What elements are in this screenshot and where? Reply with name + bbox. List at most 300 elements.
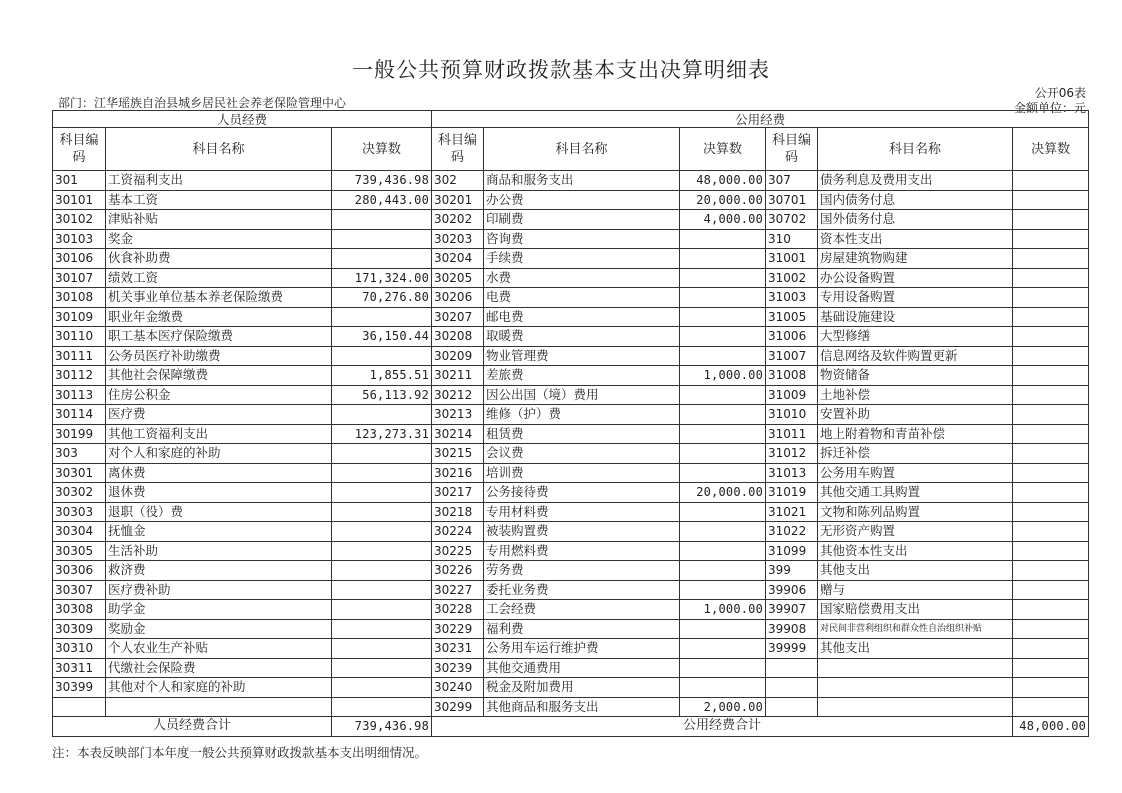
name-cell: 个人农业生产补贴 xyxy=(106,639,332,659)
amount-cell xyxy=(680,522,766,542)
name-cell: 电费 xyxy=(484,288,680,308)
amount-cell xyxy=(680,463,766,483)
name-cell: 其他交通费用 xyxy=(484,658,680,678)
expenditure-table xyxy=(52,110,1089,737)
code-cell: 30109 xyxy=(53,307,106,327)
name-cell: 国外债务付息 xyxy=(818,210,1013,230)
amount-cell xyxy=(1013,678,1089,698)
name-cell: 抚恤金 xyxy=(106,522,332,542)
table-row xyxy=(53,268,1089,288)
code-cell: 30202 xyxy=(432,210,484,230)
name-cell xyxy=(818,658,1013,678)
amount-cell xyxy=(680,658,766,678)
code-cell: 30310 xyxy=(53,639,106,659)
table-row xyxy=(53,346,1089,366)
code-cell: 31021 xyxy=(766,502,818,522)
code-cell: 39906 xyxy=(766,580,818,600)
name-cell: 其他支出 xyxy=(818,561,1013,581)
name-cell: 救济费 xyxy=(106,561,332,581)
code-cell: 30229 xyxy=(432,619,484,639)
table-row xyxy=(53,502,1089,522)
amount-cell xyxy=(680,580,766,600)
code-cell xyxy=(766,678,818,698)
amount-cell xyxy=(1013,268,1089,288)
name-cell: 代缴社会保险费 xyxy=(106,658,332,678)
code-cell: 30228 xyxy=(432,600,484,620)
amount-header: 决算数 xyxy=(1013,128,1089,171)
name-cell: 机关事业单位基本养老保险缴费 xyxy=(106,288,332,308)
table-row xyxy=(53,483,1089,503)
name-cell: 对民间非营利组织和群众性自治组织补贴 xyxy=(818,619,1013,639)
code-cell: 30211 xyxy=(432,366,484,386)
name-cell: 差旅费 xyxy=(484,366,680,386)
name-cell: 其他资本性支出 xyxy=(818,541,1013,561)
table-row xyxy=(53,541,1089,561)
code-cell: 30399 xyxy=(53,678,106,698)
amount-cell xyxy=(332,502,432,522)
table-row xyxy=(53,288,1089,308)
amount-cell xyxy=(1013,424,1089,444)
name-cell: 绩效工资 xyxy=(106,268,332,288)
amount-cell xyxy=(1013,600,1089,620)
code-cell: 30299 xyxy=(432,697,484,717)
code-cell: 30102 xyxy=(53,210,106,230)
name-cell: 商品和服务支出 xyxy=(484,171,680,191)
amount-cell xyxy=(680,327,766,347)
amount-cell xyxy=(1013,405,1089,425)
table-row xyxy=(53,210,1089,230)
name-cell: 其他交通工具购置 xyxy=(818,483,1013,503)
code-cell: 39999 xyxy=(766,639,818,659)
code-cell: 30216 xyxy=(432,463,484,483)
amount-cell xyxy=(332,307,432,327)
amount-cell xyxy=(332,229,432,249)
name-cell: 其他社会保障缴费 xyxy=(106,366,332,386)
name-cell: 公务员医疗补助缴费 xyxy=(106,346,332,366)
name-cell: 津贴补贴 xyxy=(106,210,332,230)
name-cell: 咨询费 xyxy=(484,229,680,249)
code-cell: 30106 xyxy=(53,249,106,269)
code-cell: 30224 xyxy=(432,522,484,542)
amount-cell: 171,324.00 xyxy=(332,268,432,288)
code-cell: 30239 xyxy=(432,658,484,678)
amount-cell xyxy=(1013,541,1089,561)
name-cell: 办公费 xyxy=(484,190,680,210)
code-cell: 31011 xyxy=(766,424,818,444)
name-cell: 拆迁补偿 xyxy=(818,444,1013,464)
table-row xyxy=(53,249,1089,269)
code-cell: 301 xyxy=(53,171,106,191)
amount-cell: 123,273.31 xyxy=(332,424,432,444)
amount-cell xyxy=(1013,171,1089,191)
amount-unit: 金额单位：元 xyxy=(1013,101,1086,115)
name-cell: 无形资产购置 xyxy=(818,522,1013,542)
amount-cell xyxy=(332,346,432,366)
table-row xyxy=(53,600,1089,620)
code-cell: 30112 xyxy=(53,366,106,386)
code-cell: 31005 xyxy=(766,307,818,327)
code-cell: 30212 xyxy=(432,385,484,405)
amount-cell xyxy=(680,444,766,464)
amount-cell xyxy=(1013,249,1089,269)
amount-cell xyxy=(1013,658,1089,678)
name-cell: 赠与 xyxy=(818,580,1013,600)
code-cell: 30304 xyxy=(53,522,106,542)
name-cell: 退职（役）费 xyxy=(106,502,332,522)
code-cell: 30225 xyxy=(432,541,484,561)
code-cell: 30306 xyxy=(53,561,106,581)
table-row xyxy=(53,405,1089,425)
table-row xyxy=(53,658,1089,678)
table-row xyxy=(53,639,1089,659)
name-cell: 培训费 xyxy=(484,463,680,483)
amount-cell xyxy=(680,561,766,581)
amount-cell: 2,000.00 xyxy=(680,697,766,717)
code-cell: 30308 xyxy=(53,600,106,620)
amount-cell: 739,436.98 xyxy=(332,171,432,191)
code-cell: 303 xyxy=(53,444,106,464)
group-header-row xyxy=(53,111,1089,128)
code-cell: 30226 xyxy=(432,561,484,581)
amount-cell xyxy=(1013,522,1089,542)
name-cell: 福利费 xyxy=(484,619,680,639)
table-row xyxy=(53,580,1089,600)
code-cell: 31010 xyxy=(766,405,818,425)
code-cell: 31007 xyxy=(766,346,818,366)
amount-cell: 70,276.80 xyxy=(332,288,432,308)
personnel-group-header: 人员经费 xyxy=(53,111,432,128)
amount-cell xyxy=(1013,346,1089,366)
table-row xyxy=(53,697,1089,717)
amount-cell: 1,000.00 xyxy=(680,600,766,620)
name-cell: 地上附着物和青苗补偿 xyxy=(818,424,1013,444)
amount-cell: 1,855.51 xyxy=(332,366,432,386)
name-cell: 职业年金缴费 xyxy=(106,307,332,327)
name-cell: 国家赔偿费用支出 xyxy=(818,600,1013,620)
name-cell: 租赁费 xyxy=(484,424,680,444)
amount-cell xyxy=(332,561,432,581)
amount-cell: 48,000.00 xyxy=(680,171,766,191)
code-cell: 30217 xyxy=(432,483,484,503)
table-row xyxy=(53,561,1089,581)
amount-cell xyxy=(1013,288,1089,308)
code-cell: 30103 xyxy=(53,229,106,249)
code-cell: 31001 xyxy=(766,249,818,269)
name-cell: 资本性支出 xyxy=(818,229,1013,249)
table-row xyxy=(53,307,1089,327)
code-cell: 30701 xyxy=(766,190,818,210)
code-cell: 302 xyxy=(432,171,484,191)
name-cell: 医疗费 xyxy=(106,405,332,425)
amount-cell xyxy=(680,678,766,698)
code-cell: 31002 xyxy=(766,268,818,288)
name-cell: 生活补助 xyxy=(106,541,332,561)
amount-cell xyxy=(1013,385,1089,405)
code-cell: 30113 xyxy=(53,385,106,405)
code-header: 科目编码 xyxy=(766,128,818,171)
amount-cell xyxy=(680,405,766,425)
name-cell: 奖励金 xyxy=(106,619,332,639)
amount-cell: 36,150.44 xyxy=(332,327,432,347)
name-cell: 物资储备 xyxy=(818,366,1013,386)
amount-cell xyxy=(1013,463,1089,483)
name-cell xyxy=(818,678,1013,698)
code-cell: 31008 xyxy=(766,366,818,386)
amount-cell: 4,000.00 xyxy=(680,210,766,230)
name-cell: 专用材料费 xyxy=(484,502,680,522)
code-cell: 30215 xyxy=(432,444,484,464)
name-cell: 基础设施建设 xyxy=(818,307,1013,327)
amount-cell xyxy=(680,385,766,405)
table-row xyxy=(53,366,1089,386)
amount-cell xyxy=(680,288,766,308)
table-row xyxy=(53,327,1089,347)
name-cell: 手续费 xyxy=(484,249,680,269)
amount-cell xyxy=(332,580,432,600)
code-cell: 30201 xyxy=(432,190,484,210)
name-cell: 信息网络及软件购置更新 xyxy=(818,346,1013,366)
table-row xyxy=(53,522,1089,542)
public-total-label: 公用经费合计 xyxy=(432,717,1013,737)
code-header: 科目编码 xyxy=(53,128,106,171)
amount-cell xyxy=(332,522,432,542)
name-cell: 文物和陈列品购置 xyxy=(818,502,1013,522)
code-cell: 39908 xyxy=(766,619,818,639)
amount-header: 决算数 xyxy=(332,128,432,171)
column-header-row xyxy=(53,128,1089,171)
table-row xyxy=(53,385,1089,405)
code-cell xyxy=(53,697,106,717)
name-cell: 因公出国（境）费用 xyxy=(484,385,680,405)
amount-cell xyxy=(332,541,432,561)
amount-cell xyxy=(680,249,766,269)
name-cell: 邮电费 xyxy=(484,307,680,327)
code-cell: 30205 xyxy=(432,268,484,288)
name-cell: 维修（护）费 xyxy=(484,405,680,425)
amount-cell xyxy=(680,639,766,659)
code-cell: 39907 xyxy=(766,600,818,620)
name-cell: 委托业务费 xyxy=(484,580,680,600)
totals-row xyxy=(53,717,1089,737)
amount-cell xyxy=(332,483,432,503)
name-cell: 其他对个人和家庭的补助 xyxy=(106,678,332,698)
department-label: 部门：江华瑶族自治县城乡居民社会养老保险管理中心 xyxy=(58,96,347,110)
amount-cell xyxy=(332,658,432,678)
code-cell: 30114 xyxy=(53,405,106,425)
name-cell: 办公设备购置 xyxy=(818,268,1013,288)
amount-cell xyxy=(1013,366,1089,386)
name-cell: 助学金 xyxy=(106,600,332,620)
name-cell: 其他支出 xyxy=(818,639,1013,659)
amount-cell xyxy=(680,307,766,327)
code-cell: 30203 xyxy=(432,229,484,249)
form-number: 公开06表 xyxy=(1034,86,1086,100)
name-cell: 工会经费 xyxy=(484,600,680,620)
name-cell: 公务用车运行维护费 xyxy=(484,639,680,659)
amount-cell xyxy=(680,619,766,639)
code-cell: 30199 xyxy=(53,424,106,444)
personnel-total-label: 人员经费合计 xyxy=(53,717,332,737)
amount-cell xyxy=(680,541,766,561)
code-cell: 30240 xyxy=(432,678,484,698)
personnel-total-value: 739,436.98 xyxy=(332,717,432,737)
code-cell: 30305 xyxy=(53,541,106,561)
amount-cell: 1,000.00 xyxy=(680,366,766,386)
code-cell: 31099 xyxy=(766,541,818,561)
name-cell: 取暖费 xyxy=(484,327,680,347)
code-cell: 30311 xyxy=(53,658,106,678)
amount-cell xyxy=(332,639,432,659)
code-cell: 30206 xyxy=(432,288,484,308)
code-cell: 31006 xyxy=(766,327,818,347)
name-cell: 大型修缮 xyxy=(818,327,1013,347)
name-cell: 专用燃料费 xyxy=(484,541,680,561)
amount-cell xyxy=(1013,229,1089,249)
amount-cell xyxy=(332,249,432,269)
amount-cell: 280,443.00 xyxy=(332,190,432,210)
code-cell: 30213 xyxy=(432,405,484,425)
amount-cell: 56,113.92 xyxy=(332,385,432,405)
name-cell: 房屋建筑物购建 xyxy=(818,249,1013,269)
name-cell: 债务利息及费用支出 xyxy=(818,171,1013,191)
code-cell: 30207 xyxy=(432,307,484,327)
amount-cell xyxy=(1013,307,1089,327)
name-cell: 国内债务付息 xyxy=(818,190,1013,210)
amount-cell xyxy=(1013,561,1089,581)
name-cell: 工资福利支出 xyxy=(106,171,332,191)
code-cell: 31009 xyxy=(766,385,818,405)
amount-cell xyxy=(1013,327,1089,347)
amount-header: 决算数 xyxy=(680,128,766,171)
amount-cell xyxy=(1013,483,1089,503)
amount-cell xyxy=(680,229,766,249)
amount-cell xyxy=(332,210,432,230)
footnote: 注：本表反映部门本年度一般公共预算财政拨款基本支出明细情况。 xyxy=(52,745,428,760)
name-cell: 水费 xyxy=(484,268,680,288)
amount-cell xyxy=(680,346,766,366)
amount-cell xyxy=(332,619,432,639)
name-cell: 其他商品和服务支出 xyxy=(484,697,680,717)
code-cell: 307 xyxy=(766,171,818,191)
name-cell: 专用设备购置 xyxy=(818,288,1013,308)
amount-cell xyxy=(680,268,766,288)
name-cell: 对个人和家庭的补助 xyxy=(106,444,332,464)
code-cell: 399 xyxy=(766,561,818,581)
amount-cell xyxy=(1013,502,1089,522)
amount-cell xyxy=(332,463,432,483)
table-row xyxy=(53,424,1089,444)
table-row xyxy=(53,619,1089,639)
name-header: 科目名称 xyxy=(484,128,680,171)
table-row xyxy=(53,463,1089,483)
name-cell: 公务用车购置 xyxy=(818,463,1013,483)
code-cell: 30208 xyxy=(432,327,484,347)
code-cell xyxy=(766,697,818,717)
code-cell: 31013 xyxy=(766,463,818,483)
amount-cell xyxy=(332,405,432,425)
code-cell: 31012 xyxy=(766,444,818,464)
amount-cell xyxy=(1013,639,1089,659)
code-cell xyxy=(766,658,818,678)
code-cell: 31003 xyxy=(766,288,818,308)
name-cell: 安置补助 xyxy=(818,405,1013,425)
name-cell: 基本工资 xyxy=(106,190,332,210)
code-cell: 30303 xyxy=(53,502,106,522)
code-cell: 30307 xyxy=(53,580,106,600)
name-cell: 公务接待费 xyxy=(484,483,680,503)
code-header: 科目编码 xyxy=(432,128,484,171)
name-cell: 退休费 xyxy=(106,483,332,503)
code-cell: 30302 xyxy=(53,483,106,503)
name-cell: 离休费 xyxy=(106,463,332,483)
code-cell: 30107 xyxy=(53,268,106,288)
code-cell: 30204 xyxy=(432,249,484,269)
table-row xyxy=(53,678,1089,698)
public-group-header: 公用经费 xyxy=(432,111,1089,128)
name-cell: 劳务费 xyxy=(484,561,680,581)
amount-cell xyxy=(1013,444,1089,464)
amount-cell xyxy=(332,678,432,698)
name-cell: 伙食补助费 xyxy=(106,249,332,269)
code-cell: 31019 xyxy=(766,483,818,503)
amount-cell xyxy=(1013,697,1089,717)
code-cell: 30301 xyxy=(53,463,106,483)
name-header: 科目名称 xyxy=(818,128,1013,171)
name-cell: 医疗费补助 xyxy=(106,580,332,600)
amount-cell xyxy=(1013,580,1089,600)
amount-cell xyxy=(680,502,766,522)
name-cell: 会议费 xyxy=(484,444,680,464)
code-cell: 30110 xyxy=(53,327,106,347)
amount-cell xyxy=(680,424,766,444)
table-row xyxy=(53,444,1089,464)
amount-cell xyxy=(1013,619,1089,639)
name-cell: 奖金 xyxy=(106,229,332,249)
table-row xyxy=(53,190,1089,210)
table-row xyxy=(53,229,1089,249)
name-cell: 被装购置费 xyxy=(484,522,680,542)
amount-cell xyxy=(1013,190,1089,210)
code-cell: 30231 xyxy=(432,639,484,659)
code-cell: 31022 xyxy=(766,522,818,542)
amount-cell: 20,000.00 xyxy=(680,190,766,210)
amount-cell xyxy=(1013,210,1089,230)
amount-cell xyxy=(332,600,432,620)
code-cell: 30209 xyxy=(432,346,484,366)
name-cell: 物业管理费 xyxy=(484,346,680,366)
page-title: 一般公共预算财政拨款基本支出决算明细表 xyxy=(352,58,770,82)
code-cell: 30101 xyxy=(53,190,106,210)
name-cell: 住房公积金 xyxy=(106,385,332,405)
code-cell: 30214 xyxy=(432,424,484,444)
table-row xyxy=(53,171,1089,191)
name-cell xyxy=(106,697,332,717)
name-cell xyxy=(818,697,1013,717)
name-cell: 土地补偿 xyxy=(818,385,1013,405)
amount-cell xyxy=(332,697,432,717)
name-cell: 印刷费 xyxy=(484,210,680,230)
public-total-value: 48,000.00 xyxy=(1013,717,1089,737)
code-cell: 30702 xyxy=(766,210,818,230)
code-cell: 30108 xyxy=(53,288,106,308)
name-cell: 税金及附加费用 xyxy=(484,678,680,698)
name-header: 科目名称 xyxy=(106,128,332,171)
name-cell: 其他工资福利支出 xyxy=(106,424,332,444)
amount-cell xyxy=(332,444,432,464)
code-cell: 30227 xyxy=(432,580,484,600)
amount-cell: 20,000.00 xyxy=(680,483,766,503)
name-cell: 职工基本医疗保险缴费 xyxy=(106,327,332,347)
